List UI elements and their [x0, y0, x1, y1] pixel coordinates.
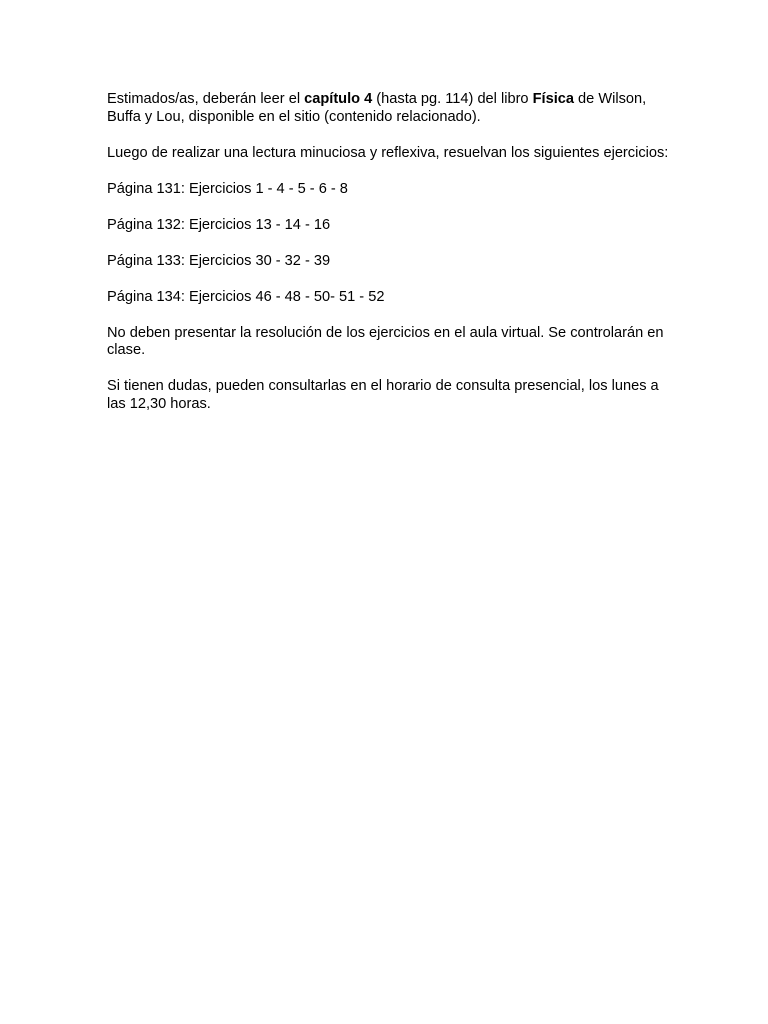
exercise-line: Página 134: Ejercicios 46 - 48 - 50- 51 - 52: [107, 288, 385, 305]
exercise-line: Página 131: Ejercicios 1 - 4 - 5 - 6 - 8: [107, 180, 348, 197]
consultation-hours-paragraph: Si tienen dudas, pueden consultarlas en el horario de consulta presencial, los lunes a las 12,30 horas.: [107, 378, 659, 412]
instruction-text: Estimados/as, deberán leer el: [107, 91, 305, 107]
exercise-line: Página 132: Ejercicios 13 - 14 - 16: [107, 216, 331, 233]
submission-note-paragraph: No deben presentar la resolución de los ejercicios en el aula virtual. Se controlarán en clase.: [107, 324, 664, 358]
book-title: Física: [532, 91, 574, 107]
exercise-line: Página 133: Ejercicios 30 - 32 - 39: [107, 252, 331, 269]
exercises-intro-paragraph: Luego de realizar una lectura minuciosa y reflexiva, resuelvan los siguientes ejercicios:: [107, 144, 669, 161]
reading-instructions-paragraph: [107, 91, 672, 126]
instruction-text: (hasta pg. 114) del libro: [372, 91, 533, 107]
document-body: [107, 91, 672, 432]
chapter-reference: capítulo 4: [304, 91, 373, 107]
instruction-text: de Wilson, Buffa y Lou, disponible en el sitio (contenido relacionado).: [107, 91, 647, 125]
